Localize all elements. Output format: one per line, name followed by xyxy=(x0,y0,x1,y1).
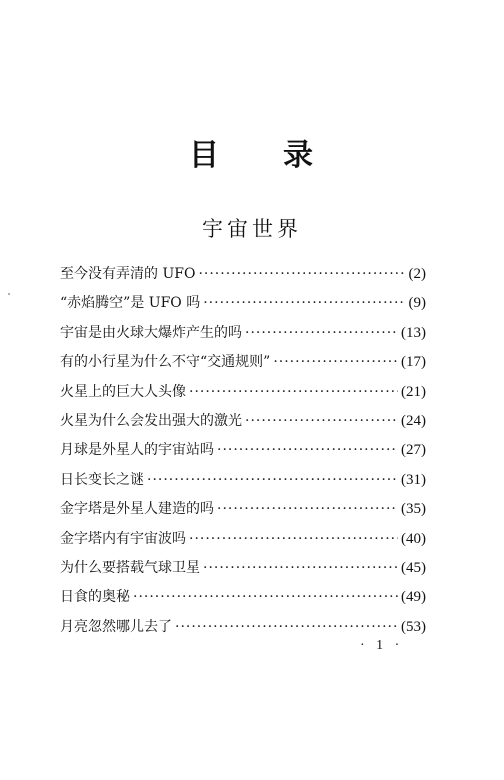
toc-entry-page: (31) xyxy=(401,471,426,488)
toc-entry[interactable] xyxy=(60,322,426,351)
toc-entry-title: 宇宙是由火球大爆炸产生的吗 xyxy=(60,324,242,341)
dot-leader xyxy=(198,266,405,282)
toc-entry-page: (53) xyxy=(401,618,426,635)
toc-entry-page: (45) xyxy=(401,559,426,576)
toc-entry-title: 月亮忽然哪儿去了 xyxy=(60,618,172,635)
toc-entry-page: (40) xyxy=(401,530,426,547)
toc-entry-title: 金字塔是外星人建造的吗 xyxy=(60,501,214,518)
dot-leader xyxy=(175,619,398,635)
toc-entry-title: 金字塔内有宇宙波吗 xyxy=(60,530,186,547)
toc-entry-title: 日食的奥秘 xyxy=(60,589,130,606)
toc-entry[interactable] xyxy=(60,528,426,557)
toc-entry[interactable] xyxy=(60,410,426,439)
toc-entry[interactable] xyxy=(60,439,426,468)
dot-leader xyxy=(217,501,398,517)
toc-entry[interactable] xyxy=(60,557,426,586)
toc-entry-page: (17) xyxy=(401,354,426,371)
dot-leader xyxy=(147,472,398,488)
toc-entry-title: 为什么要搭载气球卫星 xyxy=(60,559,200,576)
toc-entry-title: 火星为什么会发出强大的激光 xyxy=(60,412,242,429)
dot-leader xyxy=(189,531,398,547)
dot-leader xyxy=(203,295,405,311)
toc-entry-title: 至今没有弄清的 UFO xyxy=(60,266,196,282)
toc-entry-title: “赤焰腾空”是 UFO 吗 xyxy=(60,295,201,312)
title-char-2: 录 xyxy=(283,138,315,173)
dot-leader xyxy=(245,325,398,341)
toc-entry[interactable] xyxy=(60,586,426,615)
toc-entry[interactable] xyxy=(60,292,426,321)
dot-leader xyxy=(189,384,398,400)
section-title: 宇宙世界 xyxy=(202,217,302,241)
dot-leader xyxy=(203,560,398,576)
toc-entry-title: 日长变长之谜 xyxy=(60,471,144,488)
toc-entry[interactable] xyxy=(60,469,426,498)
toc-entry-title: 有的小行星为什么不守“交通规则” xyxy=(60,354,271,371)
toc-entry-page: (27) xyxy=(401,442,426,459)
toc-entry-page: (2) xyxy=(408,266,426,282)
dot-leader xyxy=(273,354,398,370)
toc-entry-page: (9) xyxy=(408,295,426,312)
toc-entry-title: 月球是外星人的宇宙站吗 xyxy=(60,442,214,459)
dot-leader xyxy=(245,413,398,429)
toc-entry-page: (13) xyxy=(401,324,426,341)
table-of-contents xyxy=(60,263,426,645)
scan-speck xyxy=(8,293,10,295)
toc-entry-title: 火星上的巨大人头像 xyxy=(60,383,186,400)
toc-entry[interactable] xyxy=(60,498,426,527)
page-title xyxy=(0,130,504,174)
title-char-1: 目 xyxy=(189,138,221,173)
toc-entry-page: (21) xyxy=(401,383,426,400)
toc-entry-page: (24) xyxy=(401,412,426,429)
toc-entry[interactable] xyxy=(60,351,426,380)
toc-entry-page: (49) xyxy=(401,589,426,606)
dot-leader xyxy=(217,442,398,458)
toc-entry-page: (35) xyxy=(401,501,426,518)
dot-leader xyxy=(133,589,398,605)
toc-entry[interactable] xyxy=(60,263,426,292)
toc-entry[interactable] xyxy=(60,381,426,410)
page-number: · 1 · xyxy=(360,638,404,653)
